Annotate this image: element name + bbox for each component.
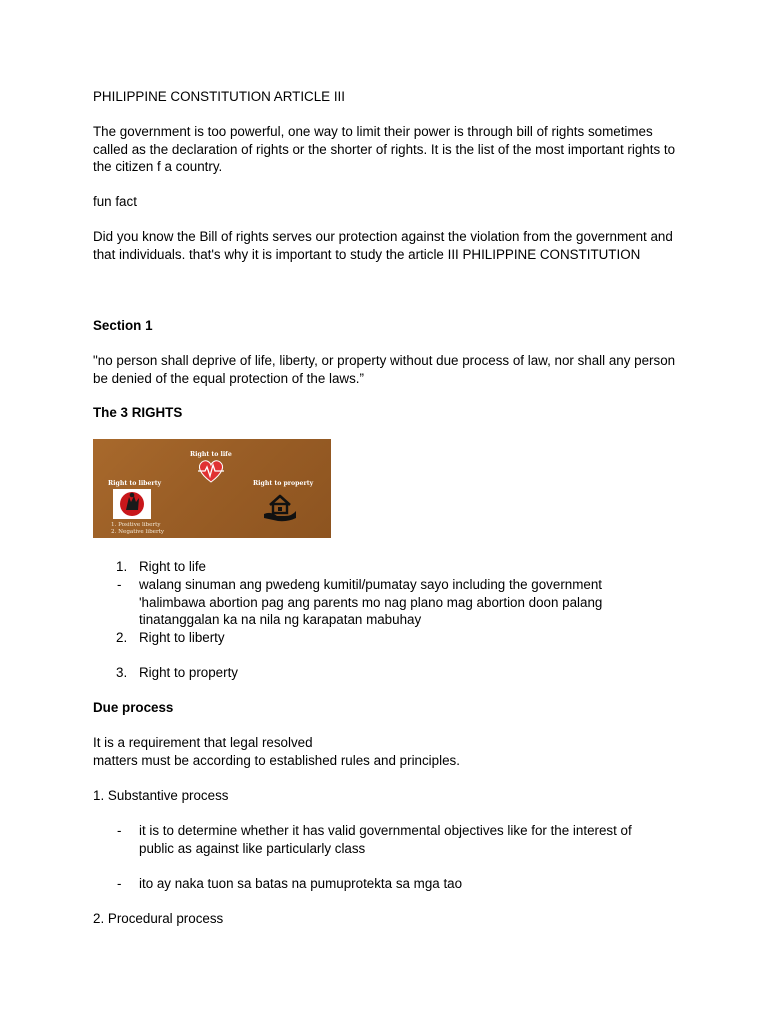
list-marker: 2. [116,630,128,645]
section-1-quote: "no person shall deprive of life, liberty, or property without due process of law, nor shall any person be denied of the equal protection of the laws.” [93,353,676,386]
intro-paragraph: The government is too powerful, one way to limit their power is through bill of rights sometimes called as the declaration of rights or the shorter of rights. It is the list of the most important rights to the citizen f a country. [93,124,676,175]
due-process-heading: Due process [93,700,174,715]
list-marker: 3. [116,665,128,680]
procedural-process-item: 2. Procedural process [93,911,224,926]
list-marker: - [117,876,122,891]
list-marker: 1. [116,559,128,574]
list-marker: - [117,577,122,592]
fun-fact-paragraph: Did you know the Bill of rights serves our protection against the violation from the government and that individuals. that's why it is important to study the article III PHILIPPINE CONSTITUTION [93,229,673,262]
section-1-heading: Section 1 [93,318,153,333]
figure-liberty-item: 1. Positive liberty [111,522,161,528]
substantive-process-item: 1. Substantive process [93,788,229,803]
rights-heading: The 3 RIGHTS [93,405,183,420]
substantive-bullet: ito ay naka tuon sa batas na pumuprotekta sa mga tao [139,876,463,891]
list-item-right-to-property: Right to property [139,665,238,680]
figure-life-label: Right to life [190,451,232,458]
fun-fact-label: fun fact [93,194,137,209]
liberty-icon [112,488,152,520]
figure-liberty-list [111,522,164,536]
list-item-life-explanation: walang sinuman ang pwedeng kumitil/pumatay sayo including the government 'halimbawa abortion pag ang parents mo nag plano mag abortion doon palang tinatanggalan ka na nila ng karapatan mabuhay [139,577,603,628]
three-rights-image [93,439,331,538]
heart-icon [196,458,226,484]
document-title: PHILIPPINE CONSTITUTION ARTICLE III [93,89,345,104]
house-hand-icon [261,489,299,523]
figure-liberty-label: Right to liberty [108,480,162,487]
figure-property-label: Right to property [253,480,314,487]
list-marker: - [117,823,122,838]
due-process-definition-line-1: It is a requirement that legal resolved [93,735,313,750]
figure-liberty-item: 2. Negative liberty [111,529,165,535]
due-process-definition-line-2: matters must be according to established rules and principles. [93,753,460,768]
substantive-bullet: it is to determine whether it has valid governmental objectives like for the interest of public as against like particularly class [139,823,632,856]
list-item-right-to-liberty: Right to liberty [139,630,225,645]
list-item-right-to-life: Right to life [139,559,206,574]
